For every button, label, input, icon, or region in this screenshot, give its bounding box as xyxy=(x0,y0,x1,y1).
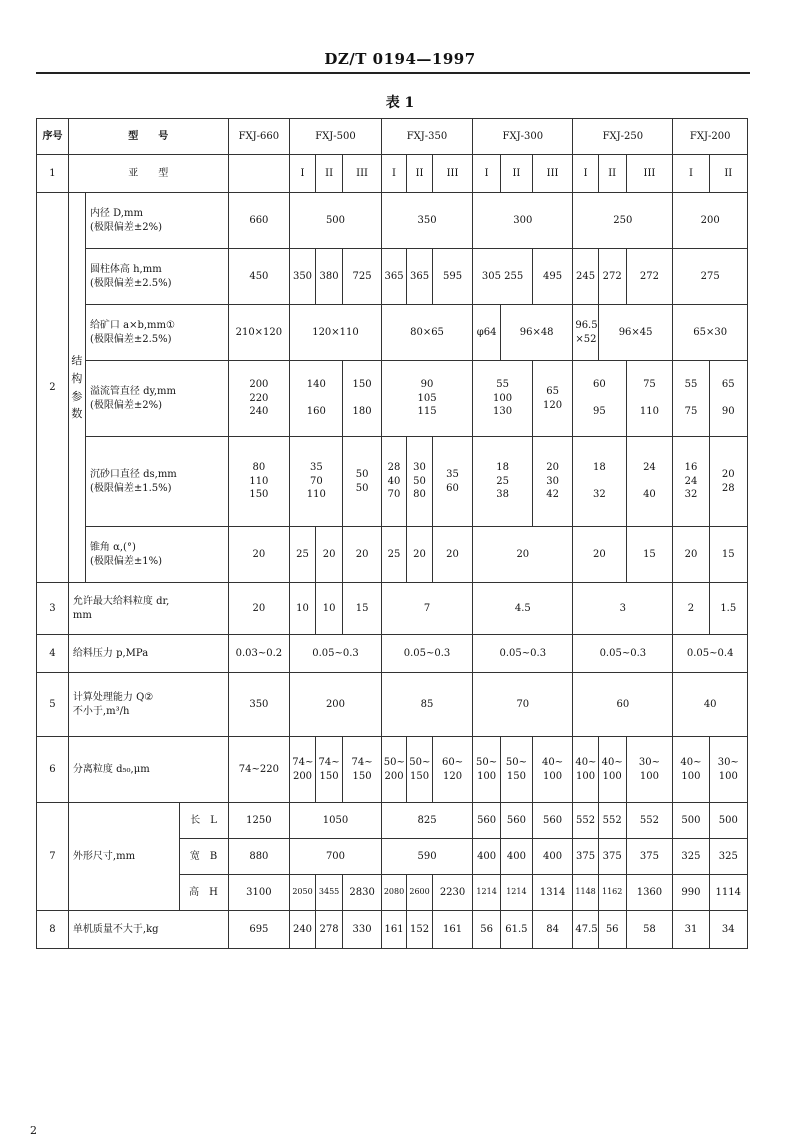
table-cell: 50~ 200 xyxy=(381,737,407,803)
table-cell: 375 xyxy=(598,839,626,875)
row-seq: 2 xyxy=(37,193,69,583)
table-cell: 365 xyxy=(381,249,407,305)
table-cell: 990 xyxy=(673,875,709,911)
table-cell: 40~ 100 xyxy=(532,737,572,803)
table-cell: I xyxy=(381,155,407,193)
table-cell: 500 xyxy=(673,803,709,839)
table-cell: 325 xyxy=(673,839,709,875)
row-label: 给矿口 a×b,mm① (极限偏差±2.5%) xyxy=(85,305,228,361)
model-fxj-300: FXJ-300 xyxy=(473,119,573,155)
table-cell: 660 xyxy=(228,193,290,249)
table-cell: 240 xyxy=(290,911,316,949)
table-caption: 表 1 xyxy=(385,95,415,111)
table-row-subtype xyxy=(37,155,748,193)
table-cell: 365 xyxy=(407,249,433,305)
spec-table xyxy=(36,118,748,949)
row-seq: 8 xyxy=(37,911,69,949)
table-cell: 20 xyxy=(432,527,472,583)
table-row-separation-size xyxy=(37,737,748,803)
table-cell: 278 xyxy=(315,911,343,949)
table-cell: II xyxy=(407,155,433,193)
model-fxj-500: FXJ-500 xyxy=(290,119,382,155)
row-seq: 3 xyxy=(37,583,69,635)
table-cell: 70 xyxy=(473,673,573,737)
table-cell: III xyxy=(532,155,572,193)
row-label: 计算处理能力 Q② 不小于,m³/h xyxy=(68,673,228,737)
table-cell: 20 xyxy=(407,527,433,583)
table-cell: 58 xyxy=(626,911,673,949)
table-cell: 20 xyxy=(673,527,709,583)
table-cell: 700 xyxy=(290,839,382,875)
table-cell: 140 160 xyxy=(290,361,343,437)
table-cell: 500 xyxy=(290,193,382,249)
table-cell: 1050 xyxy=(290,803,382,839)
table-cell: 0.05~0.3 xyxy=(573,635,673,673)
table-row-sand-outlet xyxy=(37,437,748,527)
table-cell: 18 25 38 xyxy=(473,437,533,527)
table-cell: 1148 xyxy=(573,875,599,911)
table-cell: 350 xyxy=(228,673,290,737)
table-cell: 80 110 150 xyxy=(228,437,290,527)
table-cell: 0.05~0.3 xyxy=(290,635,382,673)
table-cell: 34 xyxy=(709,911,747,949)
table-cell: 245 xyxy=(573,249,599,305)
table-cell: III xyxy=(432,155,472,193)
table-cell: 20 xyxy=(228,527,290,583)
table-cell: 200 xyxy=(290,673,382,737)
table-cell: 60~ 120 xyxy=(432,737,472,803)
seq-header: 序号 xyxy=(37,119,69,155)
table-cell: 0.05~0.3 xyxy=(381,635,473,673)
table-cell: 96.5 ×52 xyxy=(573,305,599,361)
table-cell: 275 xyxy=(673,249,748,305)
table-cell: 2 xyxy=(673,583,709,635)
table-cell: 30~ 100 xyxy=(626,737,673,803)
table-cell: 74~ 200 xyxy=(290,737,316,803)
document-code: DZ/T 0194—1997 xyxy=(324,50,476,68)
table-cell: 20 xyxy=(573,527,626,583)
table-cell: 560 xyxy=(473,803,501,839)
table-cell: 250 xyxy=(573,193,673,249)
table-cell: 65 90 xyxy=(709,361,747,437)
table-cell: 20 xyxy=(228,583,290,635)
table-cell: 31 xyxy=(673,911,709,949)
table-cell: 400 xyxy=(473,839,501,875)
table-cell: 15 xyxy=(626,527,673,583)
table-cell: 40~ 100 xyxy=(598,737,626,803)
table-cell: 400 xyxy=(500,839,532,875)
table-cell: 74~ 150 xyxy=(315,737,343,803)
sub-label: 高 H xyxy=(179,875,228,911)
table-cell: 1162 xyxy=(598,875,626,911)
row-label: 外形尺寸,mm xyxy=(68,803,179,911)
table-cell: 24 40 xyxy=(626,437,673,527)
table-cell: 825 xyxy=(381,803,473,839)
table-cell xyxy=(228,155,290,193)
model-fxj-200: FXJ-200 xyxy=(673,119,748,155)
table-cell: II xyxy=(709,155,747,193)
table-cell: I xyxy=(673,155,709,193)
table-cell: 495 xyxy=(532,249,572,305)
table-cell: II xyxy=(598,155,626,193)
table-cell: 35 60 xyxy=(432,437,472,527)
table-cell: 1314 xyxy=(532,875,572,911)
table-cell: 2600 xyxy=(407,875,433,911)
table-cell: 350 xyxy=(381,193,473,249)
table-cell: 552 xyxy=(598,803,626,839)
table-cell: 84 xyxy=(532,911,572,949)
table-cell: 75 110 xyxy=(626,361,673,437)
table-cell: 1114 xyxy=(709,875,747,911)
row-label: 允许最大给料粒度 dr, mm xyxy=(68,583,228,635)
table-cell: 74~ 150 xyxy=(343,737,381,803)
table-cell: 61.5 xyxy=(500,911,532,949)
table-cell: III xyxy=(626,155,673,193)
table-cell: 80×65 xyxy=(381,305,473,361)
table-cell: 30 50 80 xyxy=(407,437,433,527)
table-cell: 0.05~0.4 xyxy=(673,635,748,673)
table-cell: 85 xyxy=(381,673,473,737)
table-cell: 0.03~0.2 xyxy=(228,635,290,673)
row-seq: 7 xyxy=(37,803,69,911)
model-fxj-350: FXJ-350 xyxy=(381,119,473,155)
row-label: 内径 D,mm (极限偏差±2%) xyxy=(85,193,228,249)
table-cell: 330 xyxy=(343,911,381,949)
table-cell: 25 xyxy=(381,527,407,583)
table-cell: 161 xyxy=(432,911,472,949)
table-cell: 40~ 100 xyxy=(573,737,599,803)
table-cell: 10 xyxy=(290,583,316,635)
table-cell: 272 xyxy=(598,249,626,305)
table-cell: 25 xyxy=(290,527,316,583)
table-row-feed-pressure xyxy=(37,635,748,673)
table-header-row xyxy=(37,119,748,155)
table-row-inner-diameter xyxy=(37,193,748,249)
table-cell: 552 xyxy=(626,803,673,839)
table-cell: 1360 xyxy=(626,875,673,911)
model-fxj-660: FXJ-660 xyxy=(228,119,290,155)
table-cell: 47.5 xyxy=(573,911,599,949)
table-row-length xyxy=(37,803,748,839)
model-fxj-250: FXJ-250 xyxy=(573,119,673,155)
row-label: 给料压力 p,MPa xyxy=(68,635,228,673)
table-cell: I xyxy=(473,155,501,193)
table-cell: 18 32 xyxy=(573,437,626,527)
table-cell: 20 xyxy=(315,527,343,583)
table-cell: 3100 xyxy=(228,875,290,911)
table-cell: 2830 xyxy=(343,875,381,911)
table-cell: 15 xyxy=(709,527,747,583)
table-cell: 350 xyxy=(290,249,316,305)
table-cell: 50~ 150 xyxy=(500,737,532,803)
table-cell: 90 105 115 xyxy=(381,361,473,437)
table-cell: 1214 xyxy=(500,875,532,911)
table-cell: 3455 xyxy=(315,875,343,911)
row-label: 亚 型 xyxy=(68,155,228,193)
table-cell: II xyxy=(315,155,343,193)
table-cell: 20 xyxy=(473,527,573,583)
table-cell: 15 xyxy=(343,583,381,635)
header-rule xyxy=(36,72,750,74)
table-cell: 695 xyxy=(228,911,290,949)
row-label: 分离粒度 d₅₀,μm xyxy=(68,737,228,803)
table-row-mass xyxy=(37,911,748,949)
table-row-capacity xyxy=(37,673,748,737)
table-cell: 200 xyxy=(673,193,748,249)
table-cell: I xyxy=(290,155,316,193)
table-cell: 400 xyxy=(532,839,572,875)
table-cell: 560 xyxy=(500,803,532,839)
table-cell: I xyxy=(573,155,599,193)
sub-label: 长 L xyxy=(179,803,228,839)
table-cell: 210×120 xyxy=(228,305,290,361)
table-row-cylinder-height xyxy=(37,249,748,305)
table-cell: III xyxy=(343,155,381,193)
table-cell: 590 xyxy=(381,839,473,875)
table-cell: 2230 xyxy=(432,875,472,911)
row-label: 圆柱体高 h,mm (极限偏差±2.5%) xyxy=(85,249,228,305)
table-cell: 161 xyxy=(381,911,407,949)
table-cell: 30~ 100 xyxy=(709,737,747,803)
table-cell: 16 24 32 xyxy=(673,437,709,527)
table-cell: 300 xyxy=(473,193,573,249)
table-row-cone-angle xyxy=(37,527,748,583)
table-cell: 65×30 xyxy=(673,305,748,361)
table-cell: II xyxy=(500,155,532,193)
table-cell: 375 xyxy=(626,839,673,875)
table-cell: 7 xyxy=(381,583,473,635)
table-cell: 200 220 240 xyxy=(228,361,290,437)
table-cell: 450 xyxy=(228,249,290,305)
table-cell: 20 28 xyxy=(709,437,747,527)
table-row-overflow-diameter xyxy=(37,361,748,437)
table-cell: 2050 xyxy=(290,875,316,911)
table-cell: 20 30 42 xyxy=(532,437,572,527)
table-cell: 60 xyxy=(573,673,673,737)
table-cell: 40 xyxy=(673,673,748,737)
page-number: 2 xyxy=(30,1124,37,1137)
table-cell: 595 xyxy=(432,249,472,305)
table-cell: 50~ 150 xyxy=(407,737,433,803)
row-label: 锥角 α,(°) (极限偏差±1%) xyxy=(85,527,228,583)
table-cell: 150 180 xyxy=(343,361,381,437)
table-cell: 880 xyxy=(228,839,290,875)
row-seq: 5 xyxy=(37,673,69,737)
row-label: 沉砂口直径 ds,mm (极限偏差±1.5%) xyxy=(85,437,228,527)
table-cell: 375 xyxy=(573,839,599,875)
table-cell: 60 95 xyxy=(573,361,626,437)
table-cell: 56 xyxy=(473,911,501,949)
table-cell: 2080 xyxy=(381,875,407,911)
table-cell: 74~220 xyxy=(228,737,290,803)
table-cell: 1214 xyxy=(473,875,501,911)
table-cell: 325 xyxy=(709,839,747,875)
table-cell: 10 xyxy=(315,583,343,635)
table-row-max-feed-size xyxy=(37,583,748,635)
table-cell: 305 255 xyxy=(473,249,533,305)
table-cell: 1.5 xyxy=(709,583,747,635)
table-cell: φ64 xyxy=(473,305,501,361)
table-cell: 152 xyxy=(407,911,433,949)
sub-label: 宽 B xyxy=(179,839,228,875)
table-cell: 120×110 xyxy=(290,305,382,361)
table-cell: 272 xyxy=(626,249,673,305)
table-cell: 50~ 100 xyxy=(473,737,501,803)
row-seq: 6 xyxy=(37,737,69,803)
table-row-inlet xyxy=(37,305,748,361)
table-cell: 96×48 xyxy=(500,305,572,361)
row-label: 单机质量不大于,kg xyxy=(68,911,228,949)
table-cell: 500 xyxy=(709,803,747,839)
row-label: 溢流管直径 dy,mm (极限偏差±2%) xyxy=(85,361,228,437)
table-cell: 4.5 xyxy=(473,583,573,635)
table-cell: 725 xyxy=(343,249,381,305)
table-cell: 380 xyxy=(315,249,343,305)
table-cell: 55 100 130 xyxy=(473,361,533,437)
table-cell: 56 xyxy=(598,911,626,949)
table-cell: 65 120 xyxy=(532,361,572,437)
group-label: 结 构 参 数 xyxy=(68,193,85,583)
table-cell: 50 50 xyxy=(343,437,381,527)
table-cell: 40~ 100 xyxy=(673,737,709,803)
table-cell: 0.05~0.3 xyxy=(473,635,573,673)
table-cell: 552 xyxy=(573,803,599,839)
table-cell: 560 xyxy=(532,803,572,839)
table-cell: 20 xyxy=(343,527,381,583)
table-cell: 3 xyxy=(573,583,673,635)
table-cell: 55 75 xyxy=(673,361,709,437)
table-cell: 28 40 70 xyxy=(381,437,407,527)
model-header: 型 号 xyxy=(68,119,228,155)
table-cell: 96×45 xyxy=(598,305,673,361)
table-cell: 35 70 110 xyxy=(290,437,343,527)
row-seq: 1 xyxy=(37,155,69,193)
row-seq: 4 xyxy=(37,635,69,673)
table-cell: 1250 xyxy=(228,803,290,839)
